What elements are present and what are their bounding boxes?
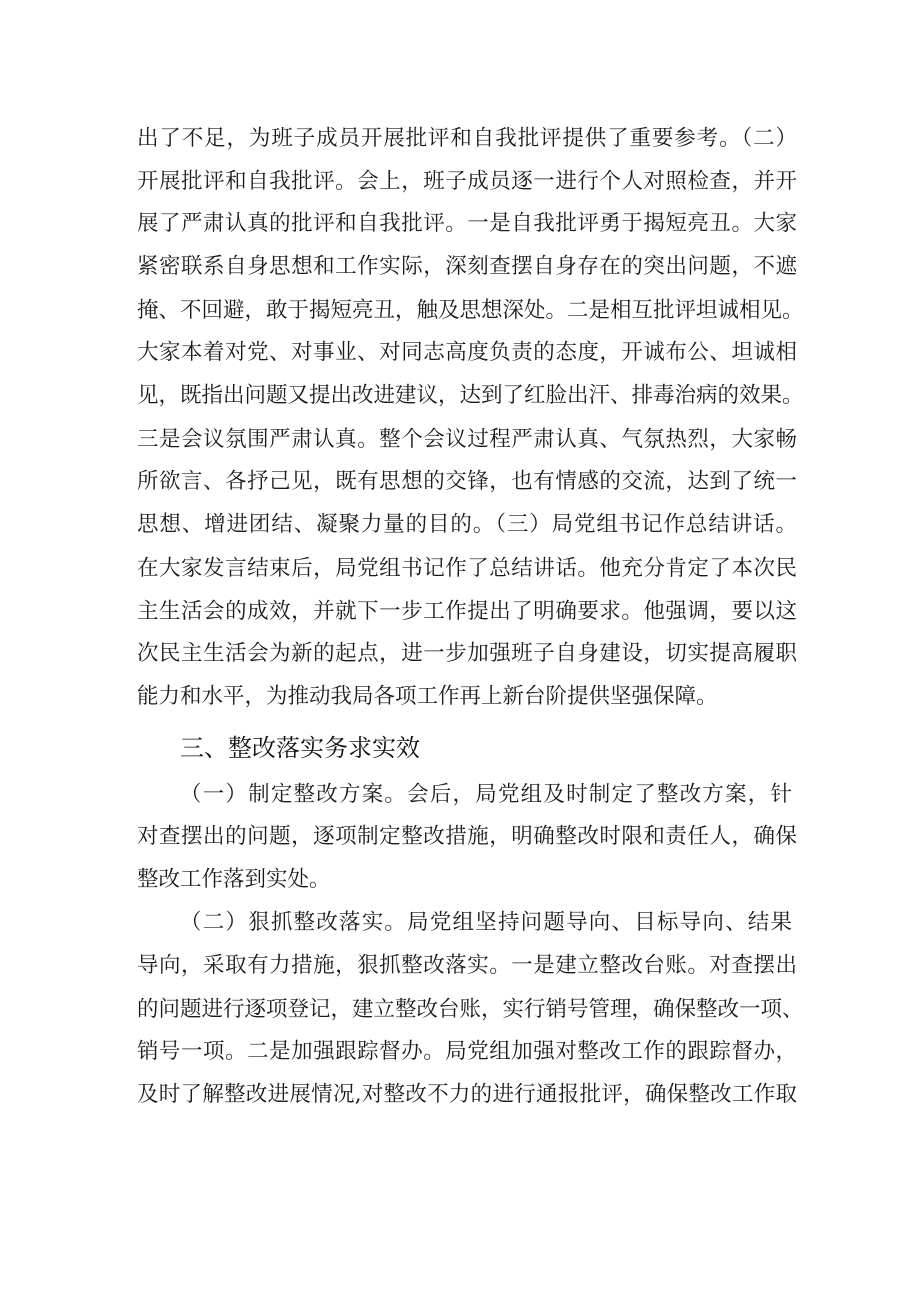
body-text-line: 开展批评和自我批评。会上，班子成员逐一进行个人对照检查，并开: [137, 169, 797, 194]
body-text-line: 紧密联系自身思想和工作实际，深刻查摆自身存在的突出问题，不遮: [137, 254, 797, 279]
body-text-line: 掩、不回避，敢于揭短亮丑，触及思想深处。二是相互批评坦诚相见。: [137, 298, 804, 323]
body-text-line: 销号一项。二是加强跟踪督办。局党组加强对整改工作的跟踪督办，: [137, 1039, 797, 1064]
body-text-line: 及时了解整改进展情况,对整改不力的进行通报批评，确保整改工作取: [137, 1082, 797, 1107]
body-text-line: 大家本着对党、对事业、对同志高度负责的态度，开诚布公、坦诚相: [137, 340, 797, 365]
body-text-line: 整改工作落到实处。: [137, 867, 331, 892]
body-text-line: 能力和水平，为推动我局各项工作再上新台阶提供坚强保障。: [137, 684, 718, 709]
body-text-line: 三是会议氛围严肃认真。整个会议过程严肃认真、气氛热烈，大家畅: [137, 427, 797, 452]
body-text-line: 见，既指出问题又提出改进建议，达到了红脸出汗、排毒治病的效果。: [137, 383, 804, 408]
body-text-line: 在大家发言结束后，局党组书记作了总结讲话。他充分肯定了本次民: [137, 556, 797, 581]
section-heading: 三、整改落实务求实效: [180, 734, 420, 762]
body-text-line: 导向，采取有力措施，狠抓整改落实。一是建立整改台账。对查摆出: [137, 953, 797, 978]
body-text-line: 主生活会的成效，并就下一步工作提出了明确要求。他强调，要以这: [137, 599, 797, 624]
body-text-line: 所欲言、各抒己见，既有思想的交锋，也有情感的交流，达到了统一: [137, 469, 797, 494]
body-text-line: （一）制定整改方案。会后，局党组及时制定了整改方案，针: [180, 782, 792, 807]
body-text-line: 展了严肃认真的批评和自我批评。一是自我批评勇于揭短亮丑。大家: [137, 211, 797, 236]
body-text-line: 次民主生活会为新的起点，进一步加强班子自身建设，切实提高履职: [137, 641, 797, 666]
body-text-line: 出了不足，为班子成员开展批评和自我批评提供了重要参考。（二）: [137, 126, 797, 151]
body-text-line: （二）狠抓整改落实。局党组坚持问题导向、目标导向、结果: [180, 910, 792, 935]
body-text-line: 的问题进行逐项登记，建立整改台账，实行销号管理，确保整改一项、: [137, 997, 804, 1022]
body-text-line: 对查摆出的问题，逐项制定整改措施，明确整改时限和责任人，确保: [137, 824, 797, 849]
body-text-line: 思想、增进团结、凝聚力量的目的。（三）局党组书记作总结讲话。: [137, 512, 797, 537]
